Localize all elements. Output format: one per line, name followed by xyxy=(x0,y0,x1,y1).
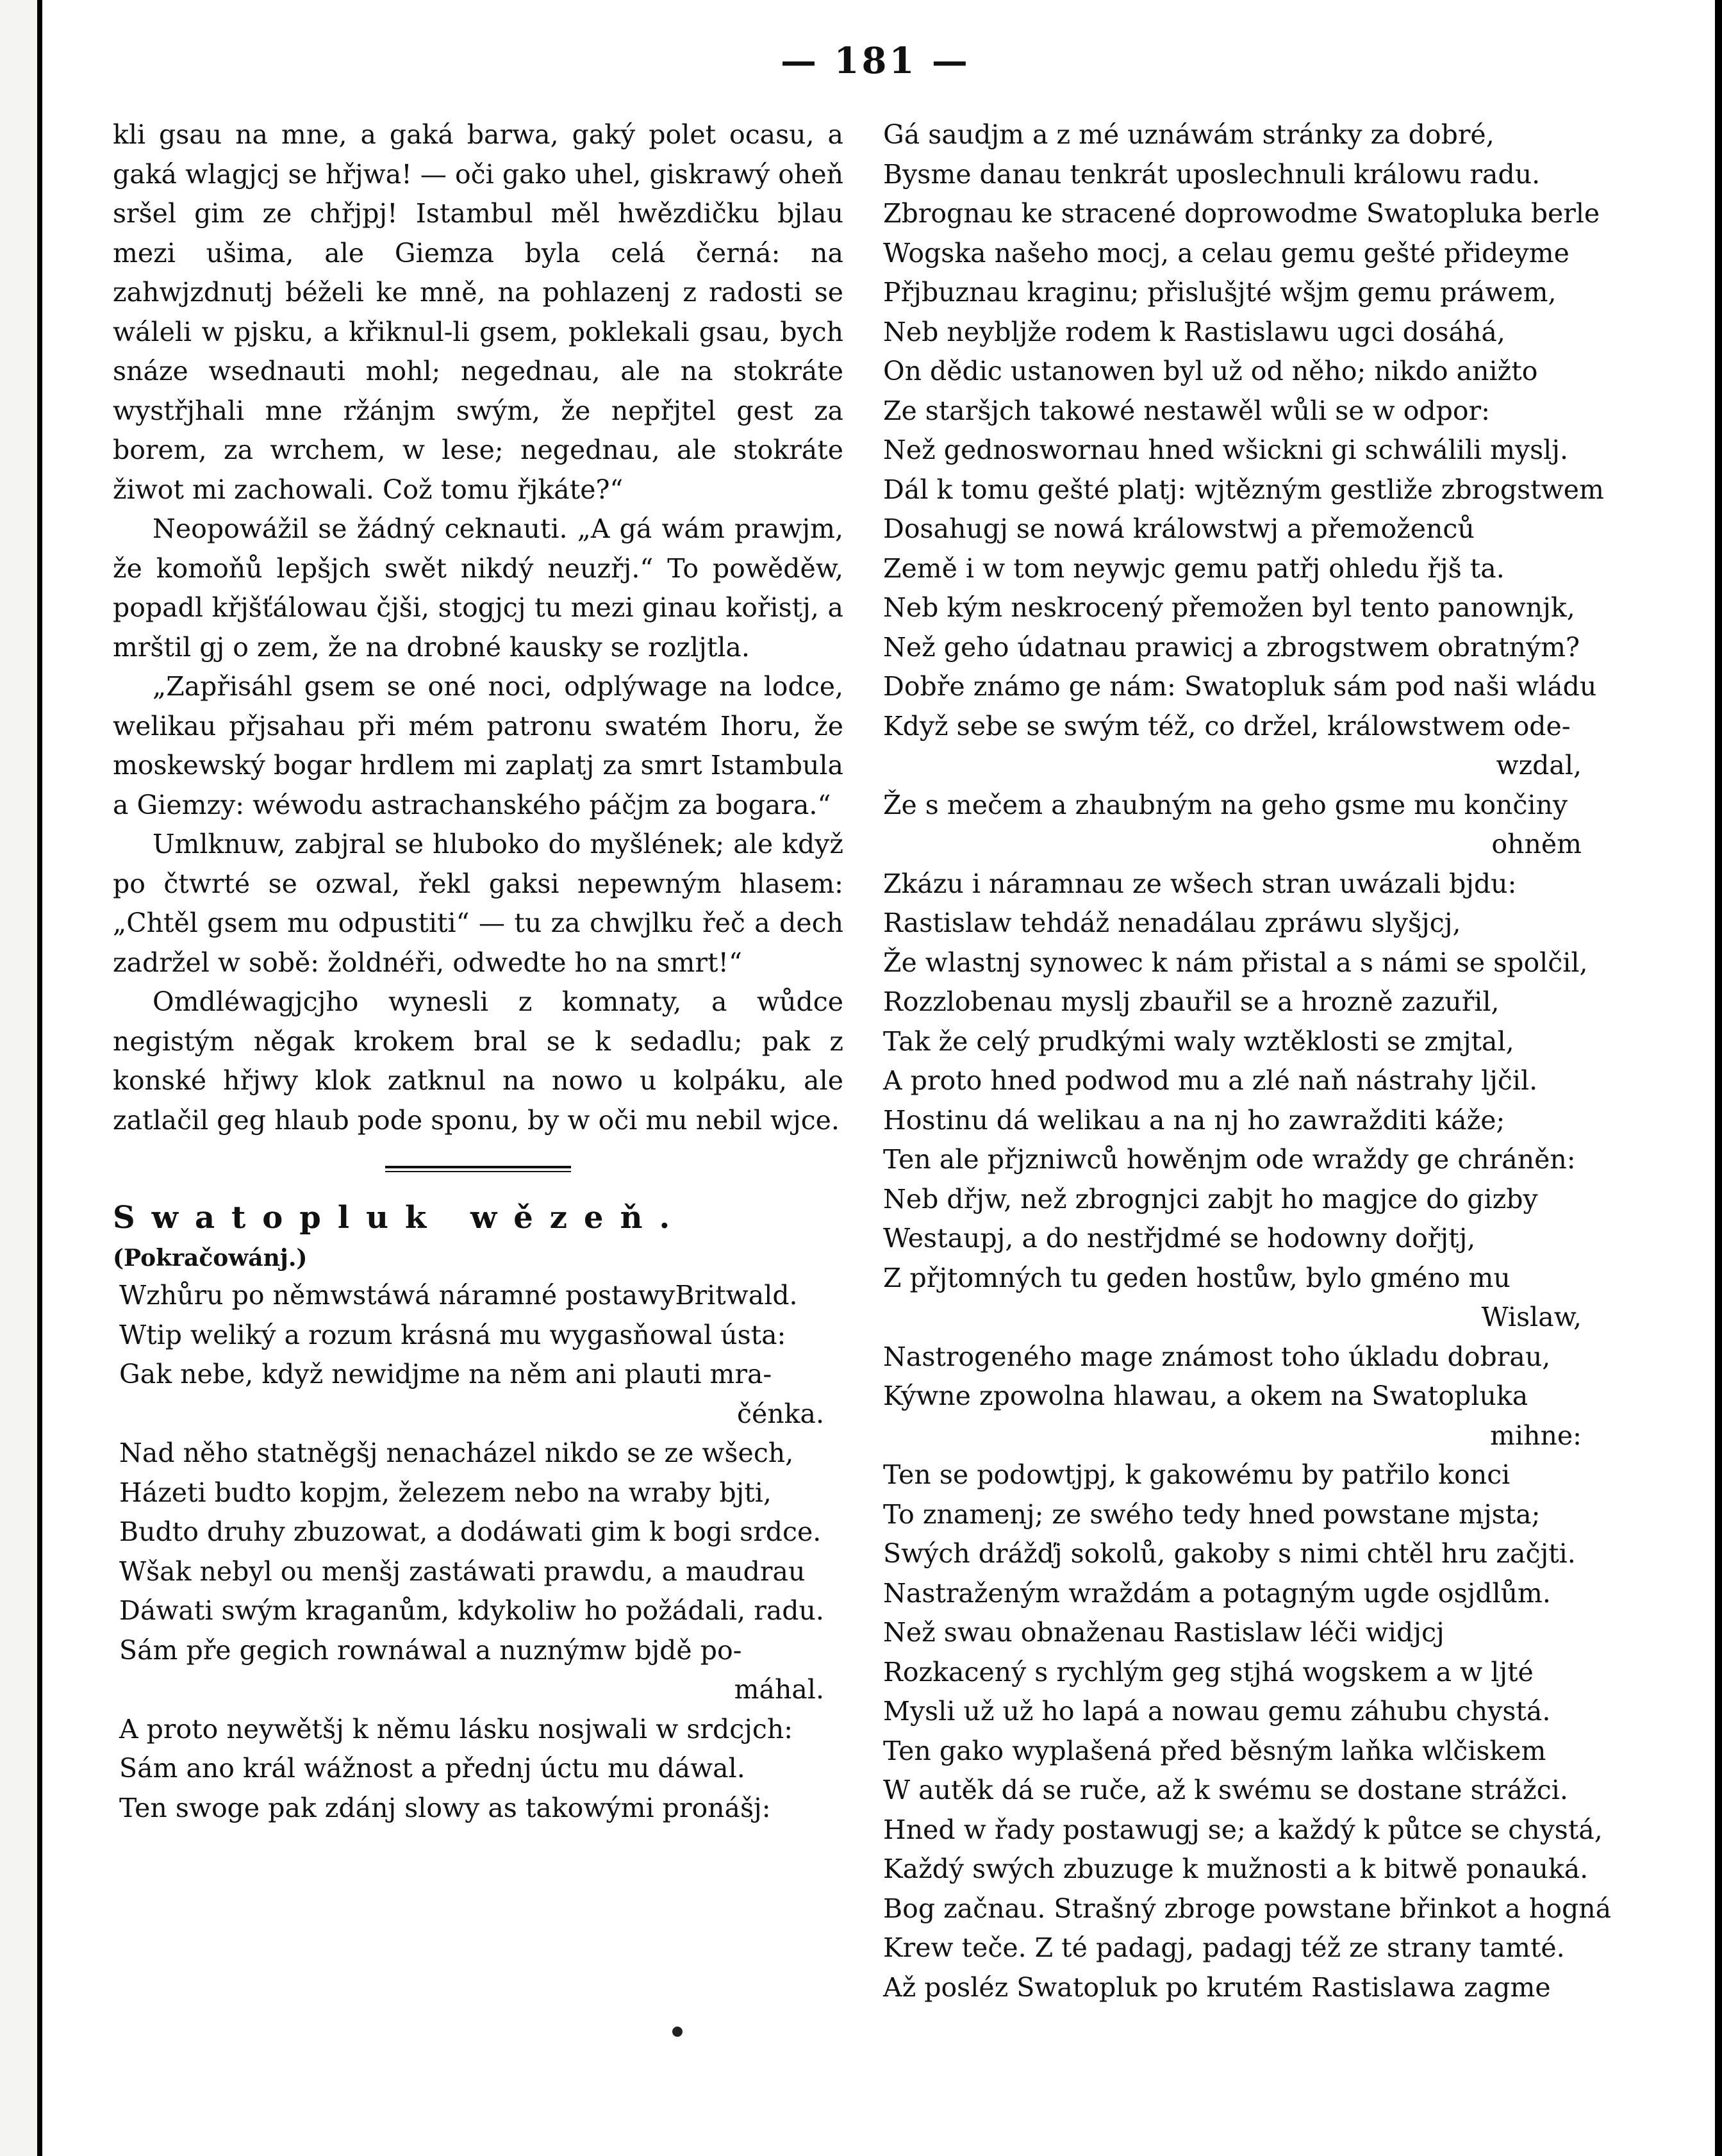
prose-paragraph: Umlknuw, zabjral se hluboko do myšlének; ale když po čtwrté se ozwal, řekl gaksi nepewným hlasem: „Chtěl gsem mu odpustiti“ — tu za chwjlku řeč a dech zadržel w sobě: žoldnéři, odwedte ho na smrt!“ xyxy=(113,829,843,978)
verse-line: Gak nebe, když newidjme na něm ani plauti mra- xyxy=(119,1359,772,1389)
verse-line: Z přjtomných tu geden hostůw, bylo gméno mu xyxy=(883,1262,1511,1293)
verse-line: Wšak nebyl ou menšj zastáwati prawdu, a maudrau xyxy=(119,1555,806,1587)
verse-line: Než geho údatnau prawicj a zbrogstwem obratným? xyxy=(883,631,1580,663)
section-divider xyxy=(385,1166,571,1172)
verse-line-continuation: máhal. xyxy=(734,1674,824,1705)
verse-line: Že wlastnj synowec k nám přistal a s námi se spolčil, xyxy=(883,947,1588,978)
verse-line: Gá saudjm a z mé uznáwám stránky za dobré, xyxy=(883,119,1494,150)
verse-line: Neb kým neskrocený přemožen byl tento panownjk, xyxy=(883,592,1575,623)
prose-paragraph: Neopowážil se žádný ceknauti. „A gá wám prawjm, že komoňů lepšjch swět nikdý neuzřj.“ To powěděw, popadl křjšťálowau čjši, stogjcj tu mezi ginau kořistj, a mrštil gj o zem, že na drobné kausky se rozljtla. xyxy=(113,513,843,663)
verse-line-continuation: Wislaw, xyxy=(1481,1302,1582,1332)
verse-line: Když sebe se swým též, co držel, králowstwem ode- xyxy=(883,710,1571,742)
verse-line: Země i w tom neywjc gemu patřj ohledu řjš ta. xyxy=(883,552,1505,584)
verse-line: Wogska našeho mocj, a celau gemu gešté přideyme xyxy=(883,237,1569,269)
verse-line: Kýwne zpowolna hlawau, a okem na Swatopluka xyxy=(883,1381,1528,1411)
verse-line: Bysme danau tenkrát uposlechnuli králowu radu. xyxy=(883,158,1541,190)
verse-line: Ten ale přjzniwců howěnjm ode wraždy ge chráněn: xyxy=(883,1144,1576,1175)
verse-line: A proto hned podwod mu a zlé naň nástrahy ljčil. xyxy=(883,1065,1538,1096)
right-column xyxy=(877,115,1612,2007)
verse-line: Budto druhy zbuzowat, a dodáwati gim k bogi srdce. xyxy=(119,1516,822,1547)
verse-line: Rastislaw tehdáž nenadálau zpráwu slyšjcj, xyxy=(883,908,1461,938)
verse-line-continuation: wzdal, xyxy=(1496,750,1582,781)
poem-verse-left xyxy=(113,1276,843,1828)
verse-line: Wtip weliký a rozum krásná mu wygasňowal ústa: xyxy=(119,1319,786,1350)
verse-line: Mysli už už ho lapá a nowau gemu záhubu chystá. xyxy=(883,1696,1551,1727)
prose-paragraph: „Zapřisáhl gsem se oné noci, odplýwage na lodce, welikau přjsahau při mém patronu swatém Ihoru, že moskewský bogar hrdlem mi zaplatj za smrt Istambula a Giemzy: wéwodu astrachanského páčjm za bogara.“ xyxy=(113,671,843,820)
verse-line: Ze staršjch takowé nestawěl wůli se w odpor: xyxy=(883,395,1490,426)
verse-line-continuation: ohněm xyxy=(1491,829,1582,859)
verse-line: A proto neywětšj k němu lásku nosjwali w srdcjch: xyxy=(119,1713,793,1745)
poem-title: Swatopluk wězeň. xyxy=(113,1200,687,1236)
verse-line: Bog začnau. Strašný zbroge powstane břinkot a hogná xyxy=(883,1893,1612,1924)
verse-line: Nastrogeného mage známost toho úkladu dobrau, xyxy=(883,1341,1551,1372)
page-number: — 181 — xyxy=(781,40,970,82)
verse-line: Ten se podowtjpj, k gakowému by patřilo konci xyxy=(883,1459,1511,1490)
verse-line: Rozzlobenau myslj zbauřil se a hrozně zazuřil, xyxy=(883,986,1500,1017)
verse-line: Wzhůru po němwstáwá náramné postawyBritwald. xyxy=(119,1280,798,1311)
verse-line: On dědic ustanowen byl už od něho; nikdo anižto xyxy=(883,356,1538,386)
verse-line: Sám pře gegich rownáwal a nuznýmw bjdě po- xyxy=(119,1634,742,1666)
verse-line: Dosahugj se nowá králowstwj a přemoženců xyxy=(883,513,1475,544)
verse-line: Než gednoswornau hned wšickni gi schwálili myslj. xyxy=(883,435,1569,465)
verse-line: Neb neybljže rodem k Rastislawu ugci dosáhá, xyxy=(883,316,1505,347)
verse-line: W autěk dá se ruče, až k swému se dostane strážci. xyxy=(883,1775,1568,1805)
adjacent-page-edge xyxy=(0,0,37,2156)
verse-line-continuation: čénka. xyxy=(737,1398,824,1429)
book-page xyxy=(42,0,1715,2156)
prose-paragraph: kli gsau na mne, a gaká barwa, gaký polet ocasu, a gaká wlagjcj se hřjwa! — oči gako uhel, giskrawý oheň sršel gim ze chřjpj! Istambul měl hwězdičku bjlau mezi ušima, ale Giemza byla celá černá: na zahwjzdnutj béželi ke mně, na pohlazenj z radosti se wáleli w pjsku, a křiknul-li gsem, poklekali gsau, bych snáze wsednauti mohl; negednau, ale na stokráte wystřjhali mne ržánjm swým, že nepřjtel gest za borem, za wrchem, w lese; negednau, ale stokráte žiwot mi zachowali. Což tomu řjkáte?“ xyxy=(113,119,843,505)
verse-line: Neb dřjw, než zbrognjci zabjt ho magjce do gizby xyxy=(883,1183,1538,1215)
verse-line-continuation: mihne: xyxy=(1490,1420,1582,1451)
poem-subtitle: (Pokračowánj.) xyxy=(113,1245,308,1272)
verse-line: Až posléz Swatopluk po krutém Rastislawa zagme xyxy=(883,1971,1551,2003)
verse-line: Zbrognau ke stracené doprowodme Swatopluka berle xyxy=(883,198,1600,229)
prose-paragraph: Omdléwagjcjho wynesli z komnaty, a wůdce negistým něgak krokem bral se k sedadlu; pak z konské hřjwy klok zatknul na nowo u kolpáku, ale zatlačil geg hlaub pode sponu, by w oči mu nebil wjce. xyxy=(113,986,843,1136)
verse-line: Nastraženým wraždám a potagným ugde osjdlům. xyxy=(883,1577,1551,1609)
verse-line: Přjbuznau kraginu; přislušjté wšjm gemu práwem, xyxy=(883,277,1557,308)
verse-line: Hned w řady postawugj se; a každý k půtce se chystá, xyxy=(883,1814,1603,1845)
verse-line: Ten gako wyplašená před běsným laňka wlčiskem xyxy=(883,1735,1546,1766)
prose-section xyxy=(113,115,843,1140)
verse-line: Sám ano král wážnost a přednj úctu mu dáwal. xyxy=(119,1753,745,1784)
verse-line: Westaupj, a do nestřjdmé se hodowny dořjtj, xyxy=(883,1223,1476,1254)
verse-line: Ten swoge pak zdánj slowy as takowými pronášj: xyxy=(119,1792,771,1823)
verse-line: Každý swých zbuzuge k mužnosti a k bitwě ponauká. xyxy=(883,1853,1589,1884)
verse-line: Házeti budto kopjm, železem nebo na wraby bjti, xyxy=(119,1477,772,1508)
verse-line: Rozkacený s rychlým geg stjhá wogskem a w ljté xyxy=(883,1656,1534,1687)
verse-line: Než swau obnaženau Rastislaw léči widjcj xyxy=(883,1617,1445,1648)
left-column xyxy=(113,115,843,1828)
verse-line: Že s mečem a zhaubným na geho gsme mu končiny xyxy=(883,789,1568,820)
verse-line: Dáwati swým kraganům, kdykoliw ho požádali, radu. xyxy=(119,1595,824,1626)
verse-line: Zkázu i náramnau ze wšech stran uwázali bjdu: xyxy=(883,868,1517,899)
verse-line: Hostinu dá welikau a na nj ho zawražditi káže; xyxy=(883,1104,1505,1136)
verse-line: Dobře známo ge nám: Swatopluk sám pod naši wládu xyxy=(883,671,1597,702)
ink-dot-mark xyxy=(672,2027,683,2037)
poem-verse-right xyxy=(877,115,1612,2007)
verse-line: To znamenj; ze swého tedy hned powstane mjsta; xyxy=(883,1498,1541,1530)
verse-line: Krew teče. Z té padagj, padagj též ze strany tamté. xyxy=(883,1932,1565,1963)
verse-line: Nad něho statněgšj nenacházel nikdo se ze wšech, xyxy=(119,1438,794,1468)
verse-line: Swých drážďj sokolů, gakoby s nimi chtěl hru začjti. xyxy=(883,1538,1576,1569)
verse-line: Tak že celý prudkými waly wztěklosti se zmjtal, xyxy=(883,1025,1514,1057)
verse-line: Dál k tomu gešté platj: wjtězným gestliže zbrogstwem xyxy=(883,474,1604,505)
